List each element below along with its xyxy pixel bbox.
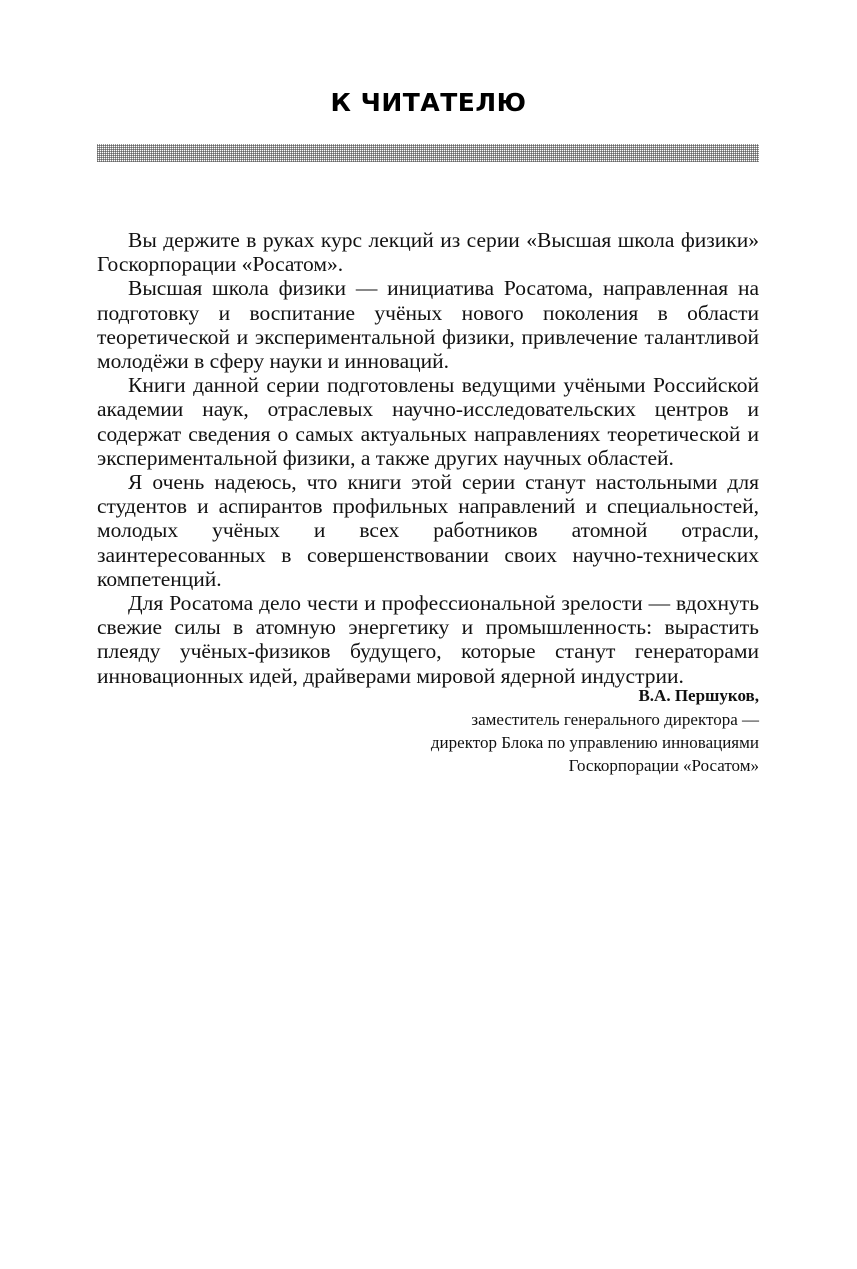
paragraph-2: Высшая школа физики — инициатива Росатома, направленная на подготовку и воспитание учёных нового поколения в области теоретической и экспериментальной физики, привлечение талантливой молодёжи в сферу науки и инноваций. — [97, 276, 759, 374]
paragraph-1: Вы держите в руках курс лекций из серии «Высшая школа физики» Госкорпорации «Росатом». — [97, 228, 759, 277]
signature-title-line-3: Госкорпорации «Росатом» — [568, 756, 759, 775]
paragraph-3: Книги данной серии подготовлены ведущими учёными Российской академии наук, отраслевых научно-исследовательских центров и содержат сведения о самых актуальных направлениях теоретической и экспериментальной физики, а также других научных областей. — [97, 373, 759, 470]
paragraph-5: Для Росатома дело чести и профессиональной зрелости — вдохнуть свежие силы в атомную энергетику и промышленность: вырастить плеяду учёных-физиков будущего, которые станут генераторами инновационных идей, драйверами мировой ядерной индустрии. — [97, 591, 759, 688]
signature-name: В.А. Першуков, — [638, 686, 759, 705]
paragraph-4: Я очень надеюсь, что книги этой серии станут настольными для студентов и аспирантов профильных направлений и специальностей, молодых учёных и всех работников атомной отрасли, заинтересованных в совершенствовании своих научно-технических компетенций. — [97, 470, 759, 591]
signature-title-line-2: директор Блока по управлению инновациями — [430, 733, 759, 752]
signature-block — [259, 684, 759, 777]
page-title: К ЧИТАТЕЛЮ — [330, 88, 527, 117]
title-divider — [97, 144, 759, 162]
body-text — [97, 228, 759, 688]
signature-title-line-1: заместитель генерального директора — — [471, 710, 759, 729]
